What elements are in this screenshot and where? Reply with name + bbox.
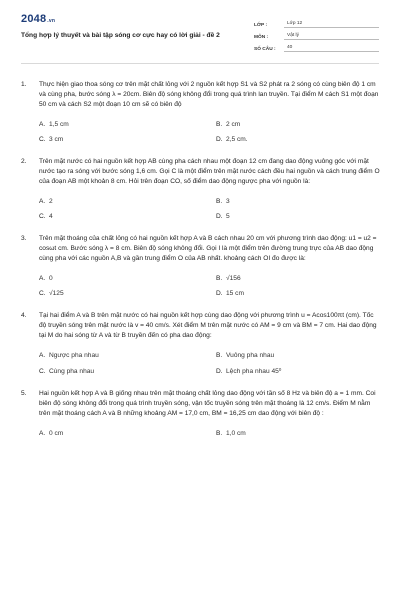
option-a[interactable]: [39, 352, 216, 359]
option-c[interactable]: [39, 136, 216, 143]
option-list: [39, 198, 381, 220]
meta-row-subject: [254, 28, 379, 40]
option-value: 15 cm: [226, 290, 244, 297]
question-number: 5.: [21, 390, 27, 397]
option-list: [39, 121, 381, 143]
option-value: Ngược pha nhau: [49, 352, 99, 359]
option-value: 2: [49, 198, 53, 205]
question-text: Trên mặt nước có hai nguồn kết hợp AB cùng pha cách nhau một đoạn 12 cm đang dao động vuông góc với mặt nước tạo ra sóng với bước sóng 1,6 cm. Gọi C là một điểm trên mặt nước cách đều hai nguồn và cách trung điểm O của đoạn AB một khoản 8 cm. Hỏi trên đoạn CO, số điểm dao động ngược pha với nguồn là:: [39, 158, 380, 185]
option-key: D.: [216, 367, 223, 375]
option-b[interactable]: [216, 198, 399, 205]
option-value: √125: [49, 290, 64, 297]
option-b[interactable]: [216, 275, 399, 282]
option-key: B.: [216, 352, 223, 359]
logo-suffix: .vn: [47, 18, 56, 24]
option-a[interactable]: [39, 198, 216, 205]
meta-value: Vật lý: [284, 33, 379, 40]
option-a[interactable]: [39, 121, 216, 128]
question-number: 3.: [21, 235, 27, 242]
exam-meta: [254, 16, 379, 52]
meta-value: 40: [284, 45, 379, 52]
option-key: C.: [39, 290, 46, 297]
meta-value: Lớp 12: [284, 21, 379, 28]
option-value: 0 cm: [49, 430, 64, 437]
option-c[interactable]: [39, 213, 216, 220]
option-value: Cùng pha nhau: [49, 367, 95, 375]
meta-label: SỐ CÂU :: [254, 47, 276, 52]
option-key: A.: [39, 198, 46, 205]
option-key: C.: [39, 213, 46, 220]
document-title: Tổng hợp lý thuyết và bài tập sóng cơ cực hay có lời giải - đề 2: [21, 32, 220, 39]
meta-label: MÔN :: [254, 35, 269, 40]
option-value: 2,5 cm.: [226, 136, 248, 143]
option-key: A.: [39, 121, 46, 128]
question-text: Tại hai điểm A và B trên mặt nước có hai nguồn kết hợp cùng dao động với phương trình u = Acos100πt (cm). Tốc độ truyền sóng trên mặt nước là v = 40 cm/s. Xét điểm M trên mặt nước có AM = 9 cm và BM = 7 cm. Hai dao động tại M do hai sóng từ A và từ B truyền đến có pha dao động:: [39, 312, 377, 339]
option-value: Lệch pha nhau 45⁰: [226, 368, 282, 375]
question-number: 4.: [21, 312, 27, 319]
question-text: Trên mặt thoáng của chất lỏng có hai nguồn kết hợp A và B cách nhau 20 cm với phương trình dao động: u1 = u2 = cosωt cm. Bước sóng λ = 8 cm. Biên độ sóng không đổi. Gọi I là một điểm trên đường trung trực của AB dao động cùng pha với các nguồn A,B và gần trung điểm O của AB nhất. khoảng cách OI đo được là:: [39, 235, 377, 262]
question-4: [21, 311, 381, 375]
option-d[interactable]: [216, 367, 399, 375]
option-b[interactable]: [216, 352, 399, 359]
option-key: B.: [216, 198, 223, 205]
meta-row-class: [254, 16, 379, 28]
option-value: 5: [226, 213, 230, 220]
option-key: C.: [39, 136, 46, 143]
option-value: 1,0 cm: [226, 430, 246, 437]
option-key: A.: [39, 430, 46, 437]
option-key: B.: [216, 430, 223, 437]
option-value: 3 cm: [49, 136, 64, 143]
meta-label: LỚP :: [254, 23, 268, 28]
logo-text: 2048: [21, 13, 47, 25]
option-key: A.: [39, 275, 46, 282]
option-value: 0: [49, 275, 53, 282]
option-value: Vuông pha nhau: [226, 352, 275, 359]
option-d[interactable]: [216, 290, 399, 297]
question-3: [21, 234, 381, 297]
option-value: 4: [49, 213, 53, 220]
question-5: [21, 389, 381, 437]
option-key: B.: [216, 121, 223, 128]
option-list: [39, 352, 381, 375]
option-list: [39, 430, 381, 437]
site-logo[interactable]: [21, 13, 55, 25]
question-text: Hai nguồn kết hợp A và B giống nhau trên mặt thoáng chất lỏng dao động với tần số 8 Hz và biên độ a = 1 mm. Coi biên độ sóng không đổi trong quá trình truyền sóng, vận tốc truyền sóng trên mặt thoáng là 12 cm/s. Điểm M nằm trên mặt thoáng cách A và B những khoảng AM = 17,0 cm, BM = 16,25 cm dao động với biên độ :: [39, 390, 376, 417]
option-key: D.: [216, 290, 223, 297]
option-d[interactable]: [216, 136, 399, 143]
option-c[interactable]: [39, 290, 216, 297]
option-value: 1,5 cm: [49, 121, 69, 128]
option-key: A.: [39, 352, 46, 359]
option-c[interactable]: [39, 367, 216, 375]
question-1: [21, 80, 381, 143]
question-number: 1.: [21, 81, 27, 88]
option-d[interactable]: [216, 213, 399, 220]
question-list: [21, 80, 381, 451]
option-a[interactable]: [39, 275, 216, 282]
option-value: √156: [226, 275, 241, 282]
question-text: Thực hiện giao thoa sóng cơ trên mặt chất lỏng với 2 nguồn kết hợp S1 và S2 phát ra 2 sóng có cùng biên độ 1 cm và cùng pha, bước sóng λ = 20cm. Biên độ sóng không đổi trong quá trình lan truyền. Tại điểm M cách S1 một đoạn 50 cm và cách S2 một đoạn 10 cm sẽ có biên độ: [39, 81, 379, 108]
question-number: 2.: [21, 158, 27, 165]
option-value: 3: [226, 198, 230, 205]
option-key: D.: [216, 136, 223, 143]
header-divider: [21, 63, 379, 64]
option-key: D.: [216, 213, 223, 220]
option-key: C.: [39, 367, 46, 375]
option-list: [39, 275, 381, 297]
meta-row-count: [254, 40, 379, 52]
option-a[interactable]: [39, 430, 216, 437]
option-key: B.: [216, 275, 223, 282]
option-b[interactable]: [216, 121, 399, 128]
option-value: 2 cm: [226, 121, 241, 128]
question-2: [21, 157, 381, 220]
option-b[interactable]: [216, 430, 399, 437]
